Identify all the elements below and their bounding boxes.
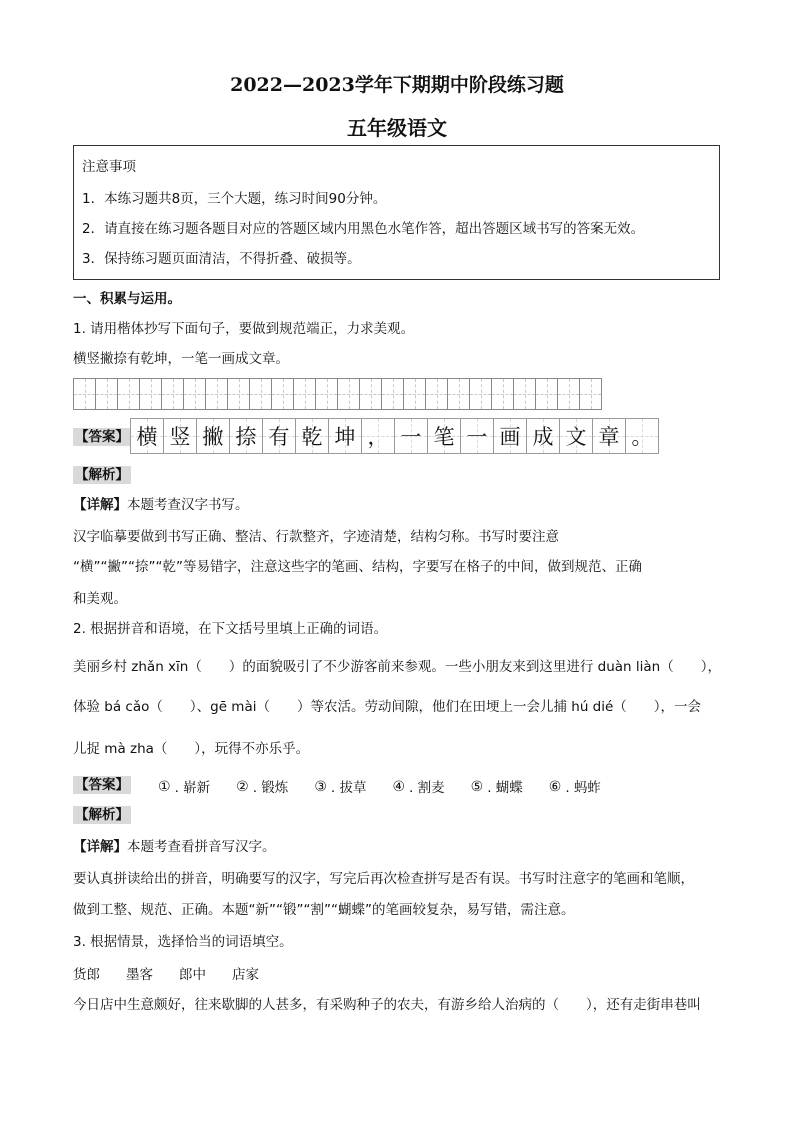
q1-explain-3: 和美观。: [73, 591, 127, 607]
answer-char-cell: ，: [361, 418, 395, 454]
q2-answer-item: ② . 锻炼: [236, 779, 289, 796]
answer-char-cell: 横: [130, 418, 164, 454]
answer-char-cell: 一: [460, 418, 494, 454]
q1-explain-2: “横”“撇”“捺”“乾”等易错字，注意这些字的笔画、结构，字要写在格子的中间，做到规范、正确: [73, 559, 642, 575]
q1-detail: 【详解】本题考查汉字书写。: [73, 497, 249, 513]
q1-answer-label: 【答案】: [75, 429, 129, 445]
grid-cell[interactable]: [293, 378, 316, 410]
grid-cell[interactable]: [535, 378, 558, 410]
answer-char-cell: 竖: [163, 418, 197, 454]
answer-char-cell: 章: [592, 418, 626, 454]
answer-char-cell: 有: [262, 418, 296, 454]
answer-char-cell: 乾: [295, 418, 329, 454]
grid-cell[interactable]: [579, 378, 602, 410]
q1-sentence: 横竖撇捺有乾坤，一笔一画成文章。: [73, 351, 289, 367]
q2-answer-item: ⑥ . 蚂蚱: [548, 779, 601, 796]
grid-cell[interactable]: [315, 378, 338, 410]
answer-char-cell: 文: [559, 418, 593, 454]
grid-cell[interactable]: [491, 378, 514, 410]
grid-cell[interactable]: [271, 378, 294, 410]
grid-cell[interactable]: [447, 378, 470, 410]
q2-detail: 【详解】本题考查看拼音写汉字。: [73, 839, 276, 855]
grid-cell[interactable]: [161, 378, 184, 410]
q2-answer-item: ① . 崭新: [158, 779, 211, 796]
grid-cell[interactable]: [513, 378, 536, 410]
grid-cell[interactable]: [117, 378, 140, 410]
notice-item-2: 2．请直接在练习题各题目对应的答题区域内用黑色水笔作答，超出答题区域书写的答案无效。: [82, 221, 645, 237]
section-heading: 一、积累与运用。: [73, 291, 181, 307]
q3-option: 货郎: [73, 967, 100, 983]
q2-passage-3: 儿捉 mà zha（ ），玩得不亦乐乎。: [73, 741, 310, 757]
q2-passage-1: 美丽乡村 zhǎn xīn（ ）的面貌吸引了不少游客前来参观。一些小朋友来到这里进行 duàn liàn（ ），: [73, 659, 721, 675]
answer-char-cell: 画: [493, 418, 527, 454]
q3-passage: 今日店中生意颇好，往来歇脚的人甚多，有采购种子的农夫，有游乡给人治病的（ ），还有走街串巷叫: [73, 997, 701, 1013]
notice-item-1: 1．本练习题共8页，三个大题，练习时间90分钟。: [82, 191, 387, 207]
answer-char-cell: 成: [526, 418, 560, 454]
grid-cell[interactable]: [337, 378, 360, 410]
q1-prompt: 1. 请用楷体抄写下面句子，要做到规范端正，力求美观。: [73, 321, 415, 337]
q3-prompt: 3. 根据情景，选择恰当的词语填空。: [73, 934, 293, 950]
q1-answer-grid: [130, 418, 658, 454]
grid-cell[interactable]: [403, 378, 426, 410]
q2-explain-2: 做到工整、规范、正确。本题“新”“锻”“割”“蝴蝶”的笔画较复杂，易写错，需注意。: [73, 902, 575, 918]
answer-char-cell: 坤: [328, 418, 362, 454]
exam-title: 2022—2023学年下期期中阶段练习题: [230, 74, 564, 96]
q2-answer-label: 【答案】: [75, 777, 129, 793]
q3-option: 郎中: [179, 967, 206, 983]
grid-cell[interactable]: [205, 378, 228, 410]
grid-cell[interactable]: [139, 378, 162, 410]
q1-analysis-label: 【解析】: [75, 467, 129, 483]
notice-heading: 注意事项: [82, 159, 136, 175]
q2-prompt: 2. 根据拼音和语境，在下文括号里填上正确的词语。: [73, 621, 388, 637]
notice-item-3: 3．保持练习题页面清洁，不得折叠、破损等。: [82, 251, 361, 267]
q2-explain-1: 要认真拼读给出的拼音，明确要写的汉字，写完后再次检查拼写是否有误。书写时注意字的笔画和笔顺，: [73, 871, 694, 887]
grid-cell[interactable]: [183, 378, 206, 410]
writing-grid[interactable]: [73, 378, 601, 410]
answer-char-cell: 笔: [427, 418, 461, 454]
q2-answer-item: ④ . 割麦: [392, 779, 445, 796]
exam-subtitle: 五年级语文: [347, 116, 447, 140]
grid-cell[interactable]: [557, 378, 580, 410]
grid-cell[interactable]: [249, 378, 272, 410]
grid-cell[interactable]: [73, 378, 96, 410]
answer-char-cell: 捺: [229, 418, 263, 454]
q1-explain-1: 汉字临摹要做到书写正确、整洁、行款整齐，字迹清楚，结构匀称。书写时要注意: [73, 529, 559, 545]
q2-answer-item: ⑤ . 蝴蝶: [470, 779, 523, 796]
q3-option: 墨客: [126, 967, 153, 983]
q3-option: 店家: [232, 967, 259, 983]
q2-answer-list: [158, 776, 627, 796]
grid-cell[interactable]: [425, 378, 448, 410]
notice-box: [73, 145, 720, 280]
answer-char-cell: 一: [394, 418, 428, 454]
q2-passage-2: 体验 bá cǎo（ ）、gē mài（ ）等农活。劳动间隙，他们在田埂上一会儿捕 hú dié（ ），一会: [73, 699, 702, 715]
q3-word-options: [73, 963, 285, 983]
q2-answer-item: ③ . 拔草: [314, 779, 367, 796]
grid-cell[interactable]: [381, 378, 404, 410]
grid-cell[interactable]: [227, 378, 250, 410]
grid-cell[interactable]: [469, 378, 492, 410]
answer-char-cell: 撇: [196, 418, 230, 454]
grid-cell[interactable]: [359, 378, 382, 410]
answer-char-cell: 。: [625, 418, 659, 454]
q2-analysis-label: 【解析】: [75, 807, 129, 823]
grid-cell[interactable]: [95, 378, 118, 410]
